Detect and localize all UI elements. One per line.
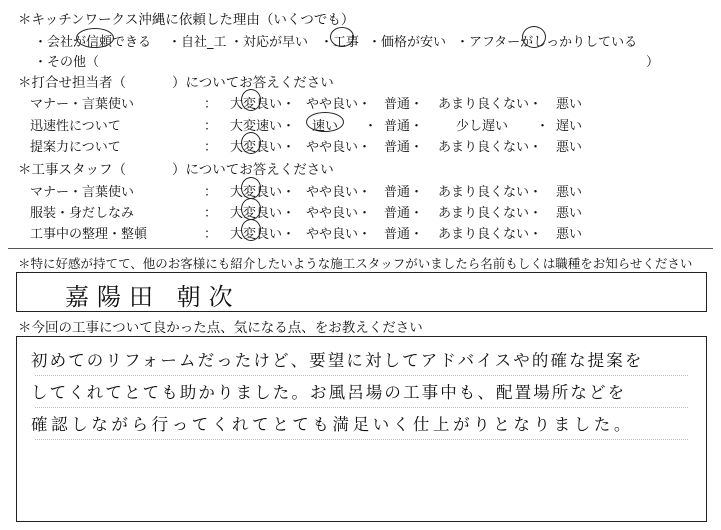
writing-guide-line <box>35 407 688 408</box>
reason-other-label: ・その他（ <box>34 55 100 70</box>
choice-good: やや良い・ <box>306 227 372 242</box>
staff-row-label-manner: マナー・言葉使い <box>30 185 135 200</box>
reason-heading: ＊キッチンワークス沖縄に依頼した理由（いくつでも） <box>18 12 355 28</box>
planner-heading-tail: ）についてお答えください <box>172 75 334 91</box>
choice-normal: 普通・ <box>384 119 424 134</box>
choice-good: やや良い・ <box>306 206 372 221</box>
selection-circle <box>241 177 261 199</box>
reason-option-trust: ・会社が信頼できる <box>34 35 152 50</box>
section-divider <box>8 248 713 249</box>
selection-circle <box>241 198 261 220</box>
separator: ・ <box>536 119 550 134</box>
reason-option-response: ・対応が早い <box>230 35 309 50</box>
selection-circle-aftercare <box>522 26 546 48</box>
separator: ・ <box>364 119 378 134</box>
choice-very-good: 大変良い・ <box>230 206 296 221</box>
choice-bad: 悪い <box>556 140 583 155</box>
comment-line-3: 確認しながら行ってくれてとても満足いく仕上がりとなりました。 <box>31 415 634 434</box>
choice-normal: 普通・ <box>384 206 424 221</box>
choice-very-good: 大変良い・ <box>230 227 296 242</box>
choice-poor: あまり良くない・ <box>438 185 543 200</box>
choice-fast: 速い <box>312 119 339 134</box>
colon: ： <box>204 185 218 200</box>
favorite-heading: ＊特に好感が持てて、他のお客様にも紹介したいような施工スタッフがいましたら名前もしくは職種をお知らせください <box>18 256 693 271</box>
selection-circle <box>241 89 261 111</box>
choice-slightly-slow: 少し遅い <box>456 119 509 134</box>
colon: ： <box>204 97 218 112</box>
choice-good: やや良い・ <box>306 140 372 155</box>
comment-answer-box <box>16 336 707 522</box>
reason-option-aftercare: ・アフターがしっかりしている <box>456 35 638 50</box>
favorite-answer-box <box>16 272 707 312</box>
writing-guide-line <box>35 439 688 440</box>
selection-circle <box>241 132 261 154</box>
choice-bad: 悪い <box>556 185 583 200</box>
choice-very-good: 大変良い・ <box>230 97 296 112</box>
writing-guide-line <box>35 375 688 376</box>
selection-circle-trust <box>76 28 114 48</box>
comment-line-2: してくれてとても助かりました。お風呂場の工事中も、配置場所などを <box>31 383 627 402</box>
planner-row-label-manner: マナー・言葉使い <box>30 97 135 112</box>
choice-very-good: 大変良い・ <box>230 140 296 155</box>
colon: ： <box>204 227 218 242</box>
selection-circle <box>306 112 344 132</box>
selection-circle <box>241 219 261 241</box>
favorite-answer-text: 嘉陽田 朝次 <box>65 283 241 311</box>
choice-bad: 悪い <box>556 206 583 221</box>
choice-bad: 悪い <box>556 227 583 242</box>
choice-poor: あまり良くない・ <box>438 97 543 112</box>
choice-normal: 普通・ <box>384 185 424 200</box>
comment-heading: ＊今回の工事について良かった点、気になる点、をお教えください <box>18 320 423 336</box>
reason-other-close: ） <box>646 55 660 70</box>
colon: ： <box>204 140 218 155</box>
choice-bad: 悪い <box>556 97 583 112</box>
choice-poor: あまり良くない・ <box>438 206 543 221</box>
choice-normal: 普通・ <box>384 227 424 242</box>
choice-very-fast: 大変速い・ <box>230 119 296 134</box>
colon: ： <box>204 119 218 134</box>
choice-poor: あまり良くない・ <box>438 227 543 242</box>
reason-option-price: ・価格が安い <box>368 35 447 50</box>
choice-very-good: 大変良い・ <box>230 185 296 200</box>
reason-option-construction: ・工事 <box>320 35 360 50</box>
choice-normal: 普通・ <box>384 140 424 155</box>
planner-row-label-proposal: 提案力について <box>30 140 121 155</box>
staff-row-label-tidiness: 工事中の整理・整頓 <box>30 227 148 242</box>
choice-good: やや良い・ <box>306 185 372 200</box>
choice-normal: 普通・ <box>384 97 424 112</box>
reason-option-inhouse: ・自社_工 <box>168 35 227 50</box>
choice-slow: 遅い <box>556 119 583 134</box>
selection-circle-construction <box>330 27 354 47</box>
choice-good: やや良い・ <box>306 97 372 112</box>
staff-heading: ＊工事スタッフ（ <box>18 162 126 178</box>
choice-poor: あまり良くない・ <box>438 140 543 155</box>
planner-heading: ＊打合せ担当者（ <box>18 75 126 91</box>
colon: ： <box>204 206 218 221</box>
staff-heading-tail: ）についてお答えください <box>172 162 334 178</box>
comment-line-1: 初めてのリフォームだったけど、要望に対してアドバイスや的確な提案を <box>31 351 644 370</box>
staff-row-label-attire: 服装・身だしなみ <box>30 206 135 221</box>
planner-row-label-speed: 迅速性について <box>30 119 121 134</box>
